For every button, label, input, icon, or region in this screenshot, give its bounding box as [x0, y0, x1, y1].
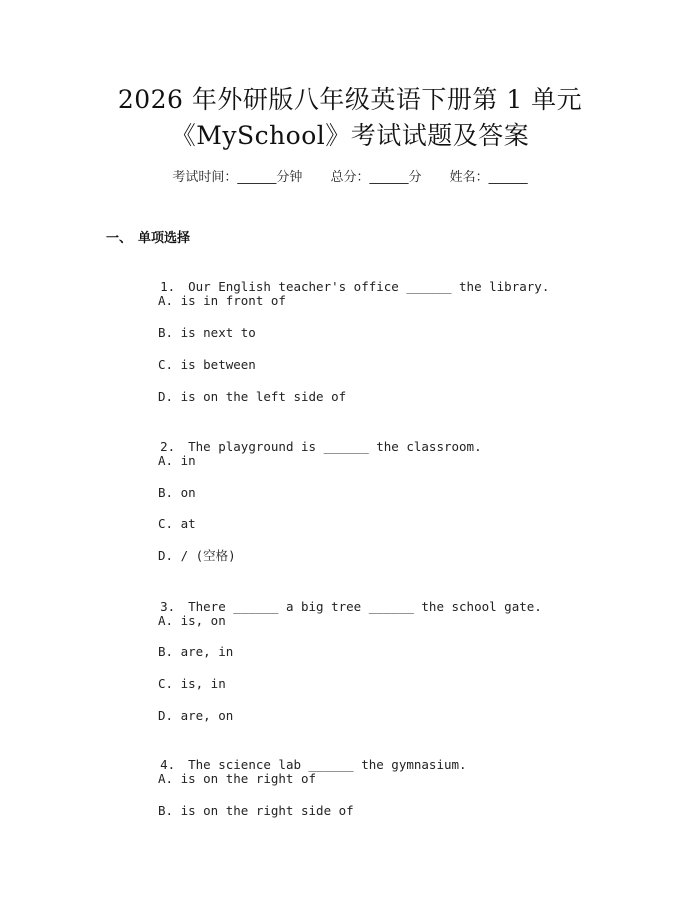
- section-number: 一、: [106, 231, 133, 246]
- question-3-option-c: C. is, in: [158, 676, 226, 691]
- name-field: 姓名：______: [449, 170, 528, 185]
- question-2-option-c: C. at: [158, 516, 196, 531]
- page-title-line-2: 《MySchool》考试试题及答案: [170, 121, 530, 150]
- total-score-field: 总分：______分: [330, 170, 422, 185]
- question-3-option-a: A. is, on: [158, 613, 226, 628]
- question-3-option-b: B. are, in: [158, 644, 234, 659]
- question-number: 4.: [160, 757, 176, 772]
- exam-meta: [0, 168, 700, 188]
- question-1-option-d: D. is on the left side of: [158, 389, 347, 404]
- question-4-option-a: A. is on the right of: [158, 771, 317, 786]
- question-number: 3.: [160, 599, 176, 614]
- question-4-option-b: B. is on the right side of: [158, 803, 354, 818]
- question-text: There ______ a big tree ______ the school gate.: [188, 599, 542, 614]
- section-title: 单项选择: [138, 231, 191, 246]
- question-1-option-a: A. is in front of: [158, 293, 286, 308]
- question-2-option-b: B. on: [158, 485, 196, 500]
- question-number: 2.: [160, 439, 176, 454]
- question-text: Our English teacher's office ______ the library.: [188, 279, 550, 294]
- question-3-option-d: D. are, on: [158, 708, 234, 723]
- page-title-line-1: 2026 年外研版八年级英语下册第 1 单元: [117, 85, 583, 114]
- question-1-option-b: B. is next to: [158, 325, 256, 340]
- section-heading: [106, 229, 190, 249]
- question-number: 1.: [160, 279, 176, 294]
- question-1-option-c: C. is between: [158, 357, 256, 372]
- question-2-option-a: A. in: [158, 453, 196, 468]
- question-text: The science lab ______ the gymnasium.: [188, 757, 467, 772]
- exam-time-field: 考试时间：______分钟: [172, 170, 303, 185]
- question-2-option-d: D. / (空格): [158, 548, 236, 563]
- question-text: The playground is ______ the classroom.: [188, 439, 482, 454]
